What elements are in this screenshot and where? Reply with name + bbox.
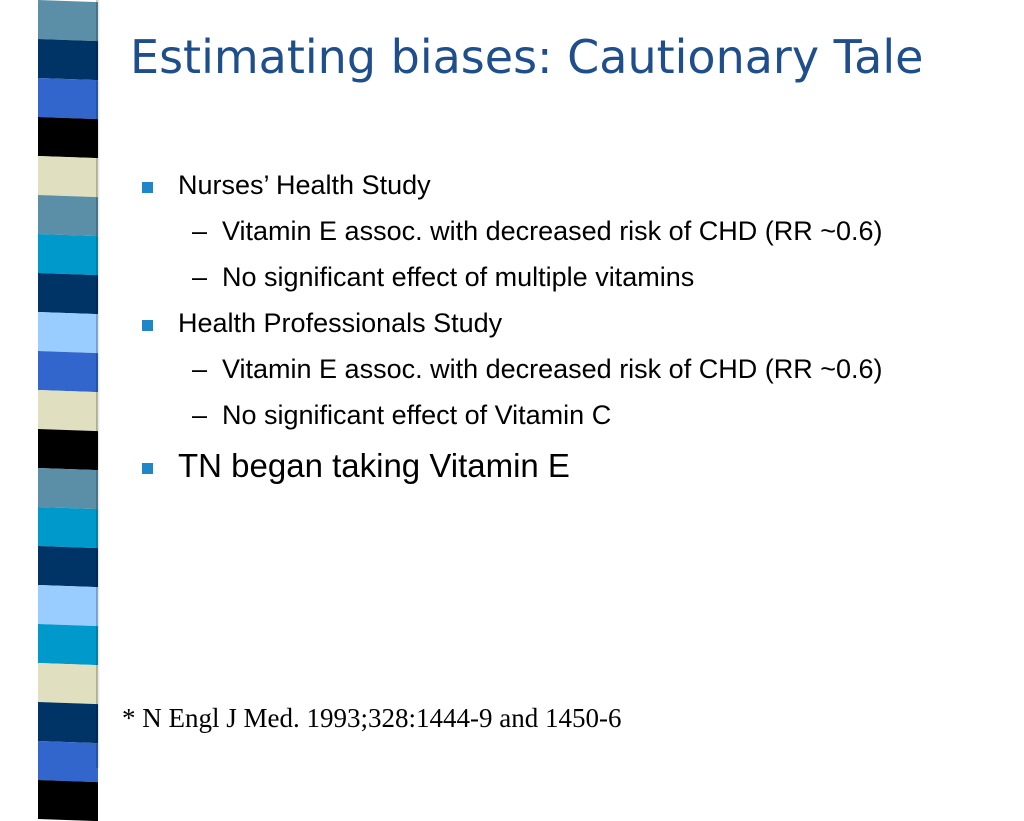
stripe-segment (38, 78, 98, 119)
stripe-segment (38, 351, 98, 392)
stripe-segment (38, 585, 98, 626)
bullet-nurses-health-study (140, 166, 990, 204)
subbullet-item (140, 396, 990, 434)
decorative-stripe-bar (38, 0, 98, 770)
stripe-shadow (96, 0, 100, 768)
dash-bullet: – (192, 262, 208, 292)
stripe-segment (38, 0, 98, 41)
stripe-segment (38, 546, 98, 587)
stripe-segment (38, 273, 98, 314)
subbullet-item (140, 212, 990, 250)
stripe-segment (38, 468, 98, 509)
dash-bullet: – (192, 354, 208, 384)
dash-bullet: – (192, 216, 208, 246)
stripe-segment (38, 195, 98, 236)
subbullet-item (140, 258, 990, 296)
stripe-segment (38, 312, 98, 353)
slide-title: Estimating biases: Cautionary Tale (130, 30, 924, 84)
stripe-segment (38, 390, 98, 431)
stripe-segment (38, 39, 98, 80)
subbullet-text: Vitamin E assoc. with decreased risk of CHD (RR ~0.6) (222, 354, 883, 384)
stripe-segment (38, 702, 98, 743)
subbullet-text: No significant effect of multiple vitamins (222, 262, 695, 292)
stripe-segment (38, 507, 98, 548)
square-bullet-icon (142, 463, 153, 474)
stripe-segment (38, 780, 98, 821)
subbullet-text: No significant effect of Vitamin C (222, 400, 612, 430)
stripe-segment (38, 429, 98, 470)
stripe-segment (38, 234, 98, 275)
stripe-segment (38, 624, 98, 665)
slide-content (140, 166, 990, 496)
bullet-text: TN began taking Vitamin E (178, 447, 570, 484)
square-bullet-icon (142, 320, 153, 331)
stripe-segment (38, 741, 98, 782)
stripe-segment (38, 156, 98, 197)
square-bullet-icon (142, 182, 153, 193)
footnote-citation: * N Engl J Med. 1993;328:1444-9 and 1450-6 (122, 703, 622, 733)
bullet-text: Nurses’ Health Study (178, 170, 431, 200)
bullet-health-professionals-study (140, 304, 990, 342)
bullet-text: Health Professionals Study (178, 308, 503, 338)
subbullet-text: Vitamin E assoc. with decreased risk of CHD (RR ~0.6) (222, 216, 883, 246)
stripe-segment (38, 663, 98, 704)
subbullet-item (140, 350, 990, 388)
bullet-tn-vitamin-e (140, 444, 990, 488)
dash-bullet: – (192, 400, 208, 430)
stripe-segment (38, 117, 98, 158)
